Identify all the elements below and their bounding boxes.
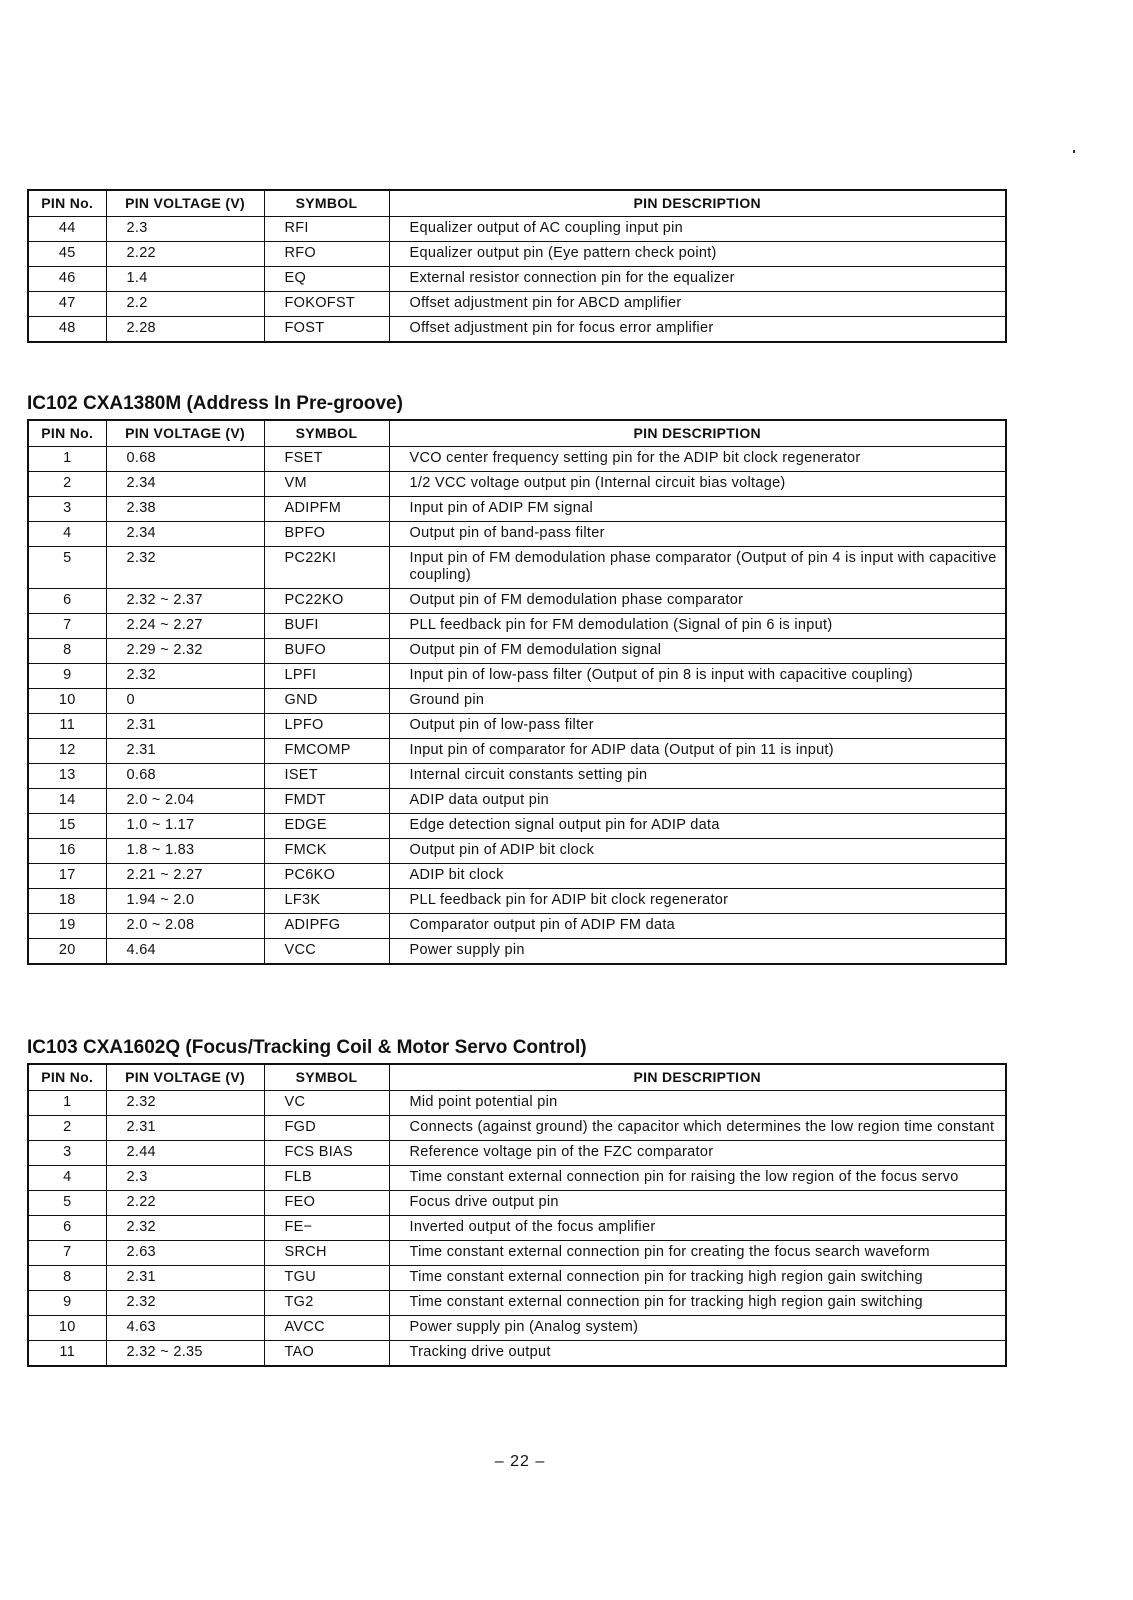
table-row xyxy=(28,689,1006,714)
pin-voltage-cell: 2.38 xyxy=(106,497,264,522)
pin-number-cell: 1 xyxy=(28,1091,106,1116)
pin-number-cell: 4 xyxy=(28,1166,106,1191)
symbol-cell: FMCK xyxy=(264,839,389,864)
pin-number-cell: 45 xyxy=(28,242,106,267)
pin-number-cell: 48 xyxy=(28,317,106,343)
symbol-cell: BUFI xyxy=(264,614,389,639)
table-row xyxy=(28,589,1006,614)
table-row xyxy=(28,889,1006,914)
pin-description-cell: Power supply pin (Analog system) xyxy=(389,1316,1006,1341)
table-row xyxy=(28,472,1006,497)
table-row xyxy=(28,614,1006,639)
symbol-cell: AVCC xyxy=(264,1316,389,1341)
pin-description-cell: ADIP bit clock xyxy=(389,864,1006,889)
pin-description-cell: Output pin of ADIP bit clock xyxy=(389,839,1006,864)
header-pin-no: PIN No. xyxy=(28,1064,106,1091)
table-row xyxy=(28,1316,1006,1341)
pin-voltage-cell: 2.0 ~ 2.08 xyxy=(106,914,264,939)
symbol-cell: GND xyxy=(264,689,389,714)
pin-voltage-cell: 0.68 xyxy=(106,447,264,472)
table-row xyxy=(28,1216,1006,1241)
symbol-cell: RFO xyxy=(264,242,389,267)
pin-voltage-cell: 2.2 xyxy=(106,292,264,317)
symbol-cell: EQ xyxy=(264,267,389,292)
symbol-cell: LF3K xyxy=(264,889,389,914)
pin-number-cell: 5 xyxy=(28,547,106,589)
table-row xyxy=(28,1241,1006,1266)
pin-voltage-cell: 2.32 ~ 2.35 xyxy=(106,1341,264,1367)
symbol-cell: VCC xyxy=(264,939,389,965)
pin-description-cell: Offset adjustment pin for focus error amplifier xyxy=(389,317,1006,343)
symbol-cell: VM xyxy=(264,472,389,497)
pin-voltage-cell: 1.8 ~ 1.83 xyxy=(106,839,264,864)
pin-voltage-cell: 4.64 xyxy=(106,939,264,965)
pin-voltage-cell: 2.28 xyxy=(106,317,264,343)
pin-voltage-cell: 1.4 xyxy=(106,267,264,292)
pin-voltage-cell: 4.63 xyxy=(106,1316,264,1341)
pin-description-cell: Focus drive output pin xyxy=(389,1191,1006,1216)
pin-number-cell: 4 xyxy=(28,522,106,547)
pin-voltage-cell: 2.31 xyxy=(106,1116,264,1141)
table-row xyxy=(28,497,1006,522)
header-symbol: SYMBOL xyxy=(264,190,389,217)
pin-description-cell: Edge detection signal output pin for ADIP data xyxy=(389,814,1006,839)
table-row xyxy=(28,939,1006,965)
pin-description-cell: Inverted output of the focus amplifier xyxy=(389,1216,1006,1241)
pin-voltage-cell: 2.32 ~ 2.37 xyxy=(106,589,264,614)
header-pin-voltage: PIN VOLTAGE (V) xyxy=(106,420,264,447)
pin-voltage-cell: 2.32 xyxy=(106,1291,264,1316)
symbol-cell: TAO xyxy=(264,1341,389,1367)
symbol-cell: FSET xyxy=(264,447,389,472)
pin-voltage-cell: 2.32 xyxy=(106,1091,264,1116)
pin-number-cell: 8 xyxy=(28,1266,106,1291)
header-pin-description: PIN DESCRIPTION xyxy=(389,1064,1006,1091)
pin-voltage-cell: 1.0 ~ 1.17 xyxy=(106,814,264,839)
scan-speck xyxy=(1073,150,1075,153)
table-row xyxy=(28,447,1006,472)
header-symbol: SYMBOL xyxy=(264,420,389,447)
pin-number-cell: 3 xyxy=(28,497,106,522)
pin-number-cell: 9 xyxy=(28,1291,106,1316)
header-pin-no: PIN No. xyxy=(28,420,106,447)
pin-description-cell: PLL feedback pin for ADIP bit clock regenerator xyxy=(389,889,1006,914)
table-row xyxy=(28,1341,1006,1367)
pin-number-cell: 16 xyxy=(28,839,106,864)
pin-voltage-cell: 2.32 xyxy=(106,547,264,589)
pin-number-cell: 7 xyxy=(28,1241,106,1266)
pin-description-cell: Input pin of ADIP FM signal xyxy=(389,497,1006,522)
table-row xyxy=(28,522,1006,547)
symbol-cell: PC22KO xyxy=(264,589,389,614)
pin-description-cell: Output pin of low-pass filter xyxy=(389,714,1006,739)
pin-number-cell: 18 xyxy=(28,889,106,914)
pin-description-cell: Input pin of FM demodulation phase comparator (Output of pin 4 is input with capacitive coupling) xyxy=(389,547,1006,589)
symbol-cell: LPFO xyxy=(264,714,389,739)
pin-description-cell: Equalizer output of AC coupling input pin xyxy=(389,217,1006,242)
symbol-cell: FE− xyxy=(264,1216,389,1241)
symbol-cell: EDGE xyxy=(264,814,389,839)
pin-description-cell: External resistor connection pin for the equalizer xyxy=(389,267,1006,292)
symbol-cell: VC xyxy=(264,1091,389,1116)
pin-description-cell: Connects (against ground) the capacitor which determines the low region time constant xyxy=(389,1116,1006,1141)
pin-voltage-cell: 2.31 xyxy=(106,739,264,764)
pin-number-cell: 8 xyxy=(28,639,106,664)
pin-number-cell: 5 xyxy=(28,1191,106,1216)
pin-description-cell: Output pin of FM demodulation signal xyxy=(389,639,1006,664)
pin-voltage-cell: 2.22 xyxy=(106,1191,264,1216)
pin-number-cell: 17 xyxy=(28,864,106,889)
ic103-pin-table xyxy=(27,1063,1007,1367)
symbol-cell: ADIPFG xyxy=(264,914,389,939)
symbol-cell: LPFI xyxy=(264,664,389,689)
pin-number-cell: 11 xyxy=(28,1341,106,1367)
table-row xyxy=(28,1266,1006,1291)
pin-description-cell: Input pin of low-pass filter (Output of pin 8 is input with capacitive coupling) xyxy=(389,664,1006,689)
pin-voltage-cell: 2.0 ~ 2.04 xyxy=(106,789,264,814)
pin-number-cell: 6 xyxy=(28,1216,106,1241)
pin-description-cell: Equalizer output pin (Eye pattern check point) xyxy=(389,242,1006,267)
table-row xyxy=(28,639,1006,664)
pin-description-cell: Input pin of comparator for ADIP data (Output of pin 11 is input) xyxy=(389,739,1006,764)
pin-description-cell: Comparator output pin of ADIP FM data xyxy=(389,914,1006,939)
symbol-cell: ISET xyxy=(264,764,389,789)
pin-description-cell: Reference voltage pin of the FZC comparator xyxy=(389,1141,1006,1166)
pin-description-cell: PLL feedback pin for FM demodulation (Signal of pin 6 is input) xyxy=(389,614,1006,639)
table-header-row xyxy=(28,420,1006,447)
table-row xyxy=(28,814,1006,839)
table-row xyxy=(28,839,1006,864)
header-pin-description: PIN DESCRIPTION xyxy=(389,190,1006,217)
pin-number-cell: 47 xyxy=(28,292,106,317)
pin-voltage-cell: 2.21 ~ 2.27 xyxy=(106,864,264,889)
pin-voltage-cell: 2.29 ~ 2.32 xyxy=(106,639,264,664)
pin-number-cell: 1 xyxy=(28,447,106,472)
table-row xyxy=(28,914,1006,939)
symbol-cell: TG2 xyxy=(264,1291,389,1316)
pin-voltage-cell: 2.24 ~ 2.27 xyxy=(106,614,264,639)
pin-description-cell: Time constant external connection pin for tracking high region gain switching xyxy=(389,1291,1006,1316)
pin-description-cell: Time constant external connection pin for creating the focus search waveform xyxy=(389,1241,1006,1266)
header-pin-voltage: PIN VOLTAGE (V) xyxy=(106,190,264,217)
pin-description-cell: Internal circuit constants setting pin xyxy=(389,764,1006,789)
ic102-title: IC102 CXA1380M (Address In Pre-groove) xyxy=(27,393,403,414)
table-row xyxy=(28,1141,1006,1166)
ic102-section xyxy=(27,393,1005,965)
pin-voltage-cell: 2.34 xyxy=(106,522,264,547)
pin-voltage-cell: 2.3 xyxy=(106,217,264,242)
pin-voltage-cell: 0.68 xyxy=(106,764,264,789)
ic102-table-body xyxy=(28,447,1006,965)
pin-voltage-cell: 2.3 xyxy=(106,1166,264,1191)
pin-description-cell: Offset adjustment pin for ABCD amplifier xyxy=(389,292,1006,317)
table-header-row xyxy=(28,1064,1006,1091)
pin-number-cell: 10 xyxy=(28,689,106,714)
table-row xyxy=(28,1091,1006,1116)
symbol-cell: BPFO xyxy=(264,522,389,547)
header-pin-voltage: PIN VOLTAGE (V) xyxy=(106,1064,264,1091)
table-row xyxy=(28,764,1006,789)
pin-voltage-cell: 1.94 ~ 2.0 xyxy=(106,889,264,914)
pin-number-cell: 19 xyxy=(28,914,106,939)
table-row xyxy=(28,714,1006,739)
pin-voltage-cell: 2.63 xyxy=(106,1241,264,1266)
pin-number-cell: 9 xyxy=(28,664,106,689)
table-row xyxy=(28,317,1006,343)
top-table-body xyxy=(28,217,1006,343)
pin-number-cell: 10 xyxy=(28,1316,106,1341)
table-row xyxy=(28,664,1006,689)
symbol-cell: TGU xyxy=(264,1266,389,1291)
pin-description-cell: 1/2 VCC voltage output pin (Internal circuit bias voltage) xyxy=(389,472,1006,497)
pin-voltage-cell: 0 xyxy=(106,689,264,714)
symbol-cell: FLB xyxy=(264,1166,389,1191)
symbol-cell: FOKOFST xyxy=(264,292,389,317)
table-row xyxy=(28,864,1006,889)
pin-number-cell: 14 xyxy=(28,789,106,814)
pin-number-cell: 2 xyxy=(28,1116,106,1141)
table-row xyxy=(28,217,1006,242)
symbol-cell: FMDT xyxy=(264,789,389,814)
pin-number-cell: 13 xyxy=(28,764,106,789)
pin-number-cell: 2 xyxy=(28,472,106,497)
pin-number-cell: 46 xyxy=(28,267,106,292)
ic103-table-body xyxy=(28,1091,1006,1367)
ic102-pin-table xyxy=(27,419,1007,965)
ic103-section xyxy=(27,1037,1005,1367)
pin-number-cell: 7 xyxy=(28,614,106,639)
pin-voltage-cell: 2.32 xyxy=(106,664,264,689)
table-row xyxy=(28,739,1006,764)
symbol-cell: RFI xyxy=(264,217,389,242)
symbol-cell: BUFO xyxy=(264,639,389,664)
pin-number-cell: 3 xyxy=(28,1141,106,1166)
pin-description-cell: Time constant external connection pin for raising the low region of the focus servo xyxy=(389,1166,1006,1191)
symbol-cell: FMCOMP xyxy=(264,739,389,764)
symbol-cell: SRCH xyxy=(264,1241,389,1266)
symbol-cell: PC22KI xyxy=(264,547,389,589)
ic103-title: IC103 CXA1602Q (Focus/Tracking Coil & Motor Servo Control) xyxy=(27,1037,587,1058)
symbol-cell: ADIPFM xyxy=(264,497,389,522)
symbol-cell: PC6KO xyxy=(264,864,389,889)
pin-number-cell: 12 xyxy=(28,739,106,764)
header-symbol: SYMBOL xyxy=(264,1064,389,1091)
pin-number-cell: 44 xyxy=(28,217,106,242)
header-pin-no: PIN No. xyxy=(28,190,106,217)
pin-description-cell: Output pin of FM demodulation phase comparator xyxy=(389,589,1006,614)
page-number: – 22 – xyxy=(494,1453,546,1470)
table-row xyxy=(28,1166,1006,1191)
pin-voltage-cell: 2.31 xyxy=(106,714,264,739)
pin-description-cell: Ground pin xyxy=(389,689,1006,714)
pin-voltage-cell: 2.22 xyxy=(106,242,264,267)
pin-voltage-cell: 2.31 xyxy=(106,1266,264,1291)
pin-voltage-cell: 2.32 xyxy=(106,1216,264,1241)
table-row xyxy=(28,1191,1006,1216)
pin-number-cell: 20 xyxy=(28,939,106,965)
pin-number-cell: 11 xyxy=(28,714,106,739)
pin-number-cell: 6 xyxy=(28,589,106,614)
top-pin-section xyxy=(27,189,1005,343)
pin-number-cell: 15 xyxy=(28,814,106,839)
top-pin-table xyxy=(27,189,1007,343)
table-row xyxy=(28,547,1006,589)
table-row xyxy=(28,267,1006,292)
symbol-cell: FOST xyxy=(264,317,389,343)
symbol-cell: FGD xyxy=(264,1116,389,1141)
pin-voltage-cell: 2.34 xyxy=(106,472,264,497)
symbol-cell: FEO xyxy=(264,1191,389,1216)
table-row xyxy=(28,789,1006,814)
header-pin-description: PIN DESCRIPTION xyxy=(389,420,1006,447)
pin-voltage-cell: 2.44 xyxy=(106,1141,264,1166)
symbol-cell: FCS BIAS xyxy=(264,1141,389,1166)
pin-description-cell: Power supply pin xyxy=(389,939,1006,965)
pin-description-cell: Time constant external connection pin for tracking high region gain switching xyxy=(389,1266,1006,1291)
pin-description-cell: Mid point potential pin xyxy=(389,1091,1006,1116)
pin-description-cell: ADIP data output pin xyxy=(389,789,1006,814)
pin-description-cell: VCO center frequency setting pin for the ADIP bit clock regenerator xyxy=(389,447,1006,472)
table-row xyxy=(28,1116,1006,1141)
table-row xyxy=(28,242,1006,267)
table-header-row xyxy=(28,190,1006,217)
table-row xyxy=(28,292,1006,317)
pin-description-cell: Output pin of band-pass filter xyxy=(389,522,1006,547)
pin-description-cell: Tracking drive output xyxy=(389,1341,1006,1367)
table-row xyxy=(28,1291,1006,1316)
